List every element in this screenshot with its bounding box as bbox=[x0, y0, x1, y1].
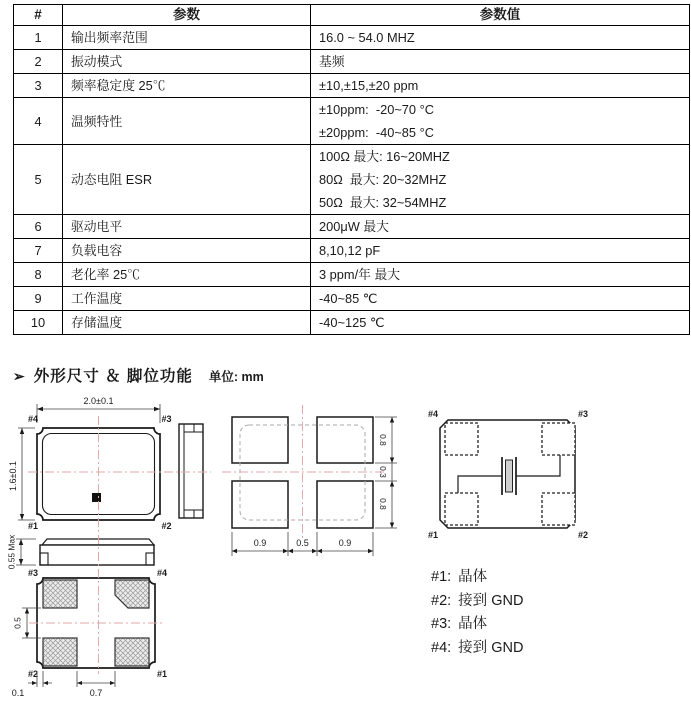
param-name-cell: 动态电阻 ESR bbox=[63, 145, 311, 215]
top-view-pin-label-tr: #3 bbox=[161, 414, 172, 424]
param-name-cell: 温频特性 bbox=[63, 98, 311, 145]
dim-label-land-width-right: 0.9 bbox=[338, 538, 352, 548]
arrow-bullet-icon: ➢ bbox=[13, 368, 25, 384]
schematic-pin-label-bl: #1 bbox=[428, 530, 439, 540]
param-value-cell bbox=[311, 74, 690, 98]
param-name-cell: 输出频率范围 bbox=[63, 26, 311, 50]
param-value-cell bbox=[311, 239, 690, 263]
pin-function: 晶体 bbox=[458, 569, 488, 585]
row-num: 4 bbox=[14, 98, 63, 145]
land-pattern-drawing bbox=[222, 400, 400, 562]
value-line: ±10ppm: -20~70 °C bbox=[319, 102, 434, 117]
param-value-cell bbox=[311, 287, 690, 311]
value-line: 8,10,12 pF bbox=[319, 243, 381, 258]
top-view-pin-label-bl: #1 bbox=[28, 521, 39, 531]
value-line: 50Ω 最大: 32~54MHZ bbox=[319, 195, 447, 210]
bottom-view-pin-label-tr: #4 bbox=[157, 568, 168, 578]
dim-label-land-width-left: 0.9 bbox=[253, 538, 267, 548]
row-num: 5 bbox=[14, 145, 63, 215]
pin-function: 接到 GND bbox=[458, 592, 524, 609]
value-line: 16.0 ~ 54.0 MHZ bbox=[319, 30, 415, 45]
pin-function-row bbox=[431, 590, 523, 614]
bottom-pad bbox=[43, 580, 77, 608]
value-line: ±10,±15,±20 ppm bbox=[319, 78, 419, 93]
table-row bbox=[14, 74, 690, 98]
pin-function-row bbox=[431, 637, 523, 661]
header-value: 参数值 bbox=[311, 5, 690, 26]
section-title: 外形尺寸 ＆ 脚位功能 bbox=[33, 368, 193, 385]
param-name-cell: 驱动电平 bbox=[63, 215, 311, 239]
profile-view bbox=[40, 539, 154, 565]
row-num: 3 bbox=[14, 74, 63, 98]
dim-label-edge-offset: 0.1 bbox=[11, 688, 25, 698]
row-num: 1 bbox=[14, 26, 63, 50]
top-view-pin-label-br: #2 bbox=[161, 521, 172, 531]
section-heading bbox=[13, 364, 264, 386]
row-num: 2 bbox=[14, 50, 63, 74]
row-num: 10 bbox=[14, 311, 63, 335]
dim-label-max-height: 0.55 Max bbox=[6, 534, 17, 570]
table-row bbox=[14, 215, 690, 239]
param-value-cell bbox=[311, 263, 690, 287]
schematic-pin-label-tl: #4 bbox=[428, 409, 439, 419]
param-name-cell: 振动模式 bbox=[63, 50, 311, 74]
bottom-view-pin-label-br: #1 bbox=[157, 669, 168, 679]
dim-label-land-col-gap: 0.5 bbox=[296, 538, 309, 548]
table-row bbox=[14, 263, 690, 287]
dim-label-pad-gap: 0.5 bbox=[12, 617, 23, 629]
top-view-pin-label-tl: #4 bbox=[28, 414, 39, 424]
pin1-index-mark bbox=[92, 493, 101, 502]
row-num: 9 bbox=[14, 287, 63, 311]
pin-function: 接到 GND bbox=[458, 639, 524, 656]
pin-function: 晶体 bbox=[458, 616, 488, 633]
param-name-cell: 老化率 25℃ bbox=[63, 263, 311, 287]
param-value-cell bbox=[311, 311, 690, 335]
row-num: 8 bbox=[14, 263, 63, 287]
parameters-table bbox=[13, 4, 690, 335]
value-line: 100Ω 最大: 16~20MHZ bbox=[319, 149, 450, 164]
param-value-cell bbox=[311, 50, 690, 74]
bottom-view-pin-label-tl: #3 bbox=[28, 568, 39, 578]
side-view bbox=[179, 424, 203, 518]
schematic-pin-label-tr: #3 bbox=[578, 409, 589, 419]
table-row bbox=[14, 98, 690, 145]
pin-function-row bbox=[431, 613, 523, 637]
row-num: 7 bbox=[14, 239, 63, 263]
row-num: 6 bbox=[14, 215, 63, 239]
value-line: 基频 bbox=[319, 54, 345, 69]
table-header-row bbox=[14, 5, 690, 26]
param-value-cell bbox=[311, 215, 690, 239]
param-value-cell bbox=[311, 26, 690, 50]
value-line: ±20ppm: -40~85 °C bbox=[319, 125, 434, 140]
table-row bbox=[14, 239, 690, 263]
value-line: -40~85 ℃ bbox=[319, 291, 378, 306]
bottom-pad bbox=[115, 638, 149, 666]
header-num: # bbox=[14, 5, 63, 26]
dim-label-land-row-gap: 0.3 bbox=[378, 466, 388, 478]
dim-label-package-width: 2.0±0.1 bbox=[83, 396, 114, 406]
value-line: -40~125 ℃ bbox=[319, 315, 385, 330]
value-line: 200μW 最大 bbox=[319, 219, 389, 234]
dim-label-package-height: 1.6±0.1 bbox=[8, 461, 18, 491]
param-name-cell: 负载电容 bbox=[63, 239, 311, 263]
table-row bbox=[14, 145, 690, 215]
param-value-cell bbox=[311, 98, 690, 145]
bottom-pad bbox=[43, 638, 77, 666]
table-row bbox=[14, 311, 690, 335]
unit-label: 单位: mm bbox=[208, 370, 264, 384]
schematic-pin-label-br: #2 bbox=[578, 530, 589, 540]
param-name-cell: 工作温度 bbox=[63, 287, 311, 311]
value-line: 80Ω 最大: 20~32MHZ bbox=[319, 172, 447, 187]
pin-number: #1: bbox=[431, 569, 452, 585]
pin-number: #2: bbox=[431, 592, 452, 609]
package-views-drawing bbox=[8, 393, 218, 715]
dim-label-land-height-top: 0.8 bbox=[378, 434, 388, 446]
bottom-view-pin-label-bl: #2 bbox=[28, 669, 39, 679]
table-row bbox=[14, 287, 690, 311]
header-param: 参数 bbox=[63, 5, 311, 26]
table-row bbox=[14, 50, 690, 74]
param-name-cell: 存储温度 bbox=[63, 311, 311, 335]
dim-label-land-height-bottom: 0.8 bbox=[378, 498, 388, 510]
pin-function-list bbox=[431, 566, 523, 660]
pin-number: #4: bbox=[431, 639, 452, 656]
param-name-cell: 频率稳定度 25℃ bbox=[63, 74, 311, 98]
pin-function-row bbox=[431, 566, 523, 590]
pin-number: #3: bbox=[431, 616, 452, 633]
dim-label-pad-span: 0.7 bbox=[89, 688, 103, 698]
param-value-cell bbox=[311, 145, 690, 215]
pin-connection-schematic bbox=[425, 404, 605, 546]
value-line: 3 ppm/年 最大 bbox=[319, 267, 401, 282]
table-row bbox=[14, 26, 690, 50]
